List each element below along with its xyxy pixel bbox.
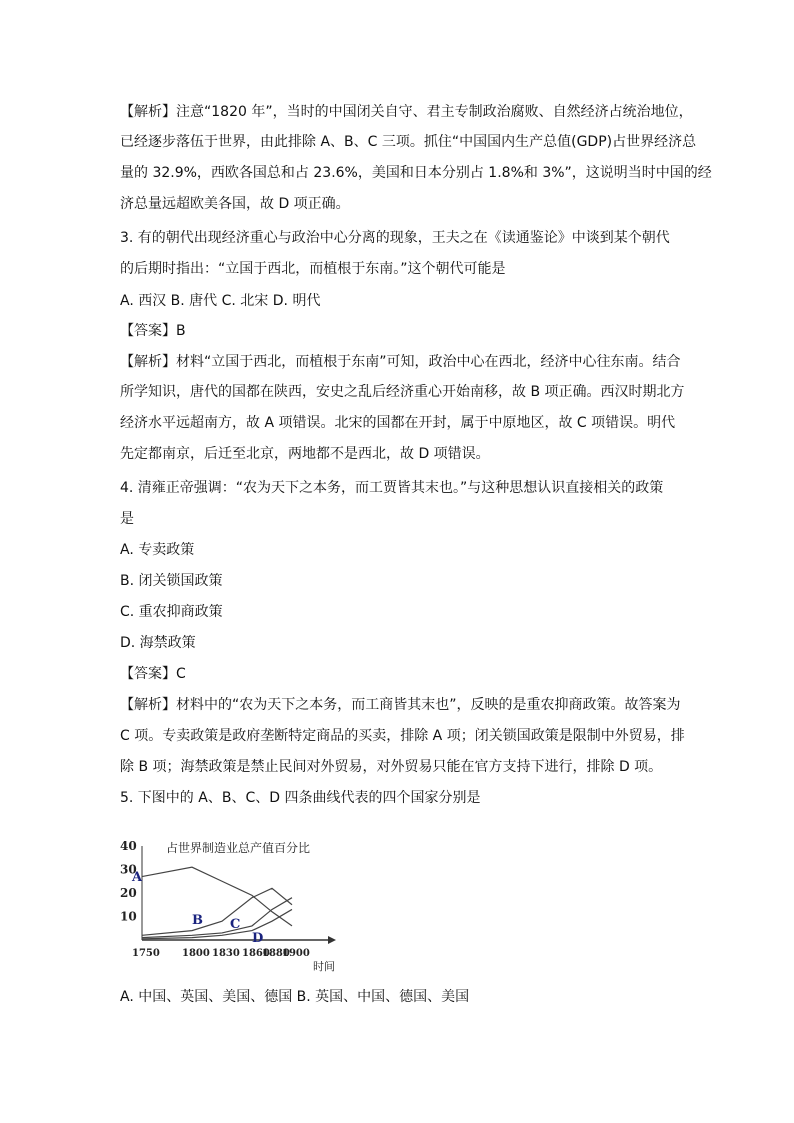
option-a: A. 专卖政策 <box>120 542 195 558</box>
text-line: 先定都南京，后迁至北京，两地都不是西北，故 D 项错误。 <box>120 446 490 462</box>
x-tick-label: 1860 <box>242 948 270 959</box>
x-axis-arrow <box>328 936 336 944</box>
question-3-stem: 3. 有的朝代出现经济重心与政治中心分离的现象，王夫之在《读通鉴论》中谈到某个朝代 <box>120 230 670 246</box>
question-5-stem: 5. 下图中的 A、B、C、D 四条曲线代表的四个国家分别是 <box>120 790 481 806</box>
x-tick-label: 1800 <box>182 948 210 959</box>
manufacturing-share-chart <box>120 836 350 976</box>
question-4-stem: 是 <box>120 511 134 527</box>
text-line: 除 B 项；海禁政策是禁止民间对外贸易，对外贸易只能在官方支持下进行，排除 D 项。 <box>120 759 663 775</box>
question-3-options: A. 西汉 B. 唐代 C. 北宋 D. 明代 <box>120 293 321 309</box>
text-line: 所学知识，唐代的国都在陕西，安史之乱后经济重心开始南移，故 B 项正确。西汉时期北方 <box>120 384 685 400</box>
chart-title: 占世界制造业总产值百分比 <box>166 841 311 855</box>
series-label-b: B <box>192 913 203 928</box>
y-tick-label: 10 <box>120 909 137 924</box>
x-tick-label: 1900 <box>282 948 310 959</box>
text-line: C 项。专卖政策是政府垄断特定商品的买卖，排除 A 项；闭关锁国政策是限制中外贸易，排 <box>120 728 685 744</box>
series-line-d <box>142 909 292 938</box>
y-tick-label: 40 <box>120 839 137 853</box>
option-b: B. 闭关锁国政策 <box>120 573 223 589</box>
text-line: 已经逐步落伍于世界，由此排除 A、B、C 三项。抓住“中国国内生产总值(GDP)占世界经济总 <box>120 134 697 150</box>
text-line: 【解析】材料中的“农为天下之本务，而工商皆其末也”，反映的是重农抑商政策。故答案为 <box>120 697 681 713</box>
question-5-options: A. 中国、英国、美国、德国 B. 英国、中国、德国、美国 <box>120 989 470 1005</box>
question-4-stem: 4. 清雍正帝强调：“农为天下之本务，而工贾皆其末也。”与这种思想认识直接相关的政策 <box>120 480 664 496</box>
text-line: 【解析】注意“1820 年”，当时的中国闭关自守、君主专制政治腐败、自然经济占统治地位， <box>120 104 693 120</box>
series-label-a: A <box>132 870 143 885</box>
series-line-c <box>142 898 292 938</box>
text-line: 济总量远超欧美各国，故 D 项正确。 <box>120 196 350 212</box>
question-3-stem: 的后期时指出：“立国于西北，而植根于东南。”这个朝代可能是 <box>120 261 506 277</box>
answer-label: 【答案】C <box>120 666 186 682</box>
x-tick-label: 1880 <box>262 948 290 959</box>
x-tick-label: 1750 <box>132 948 160 959</box>
series-label-c: C <box>230 917 241 932</box>
answer-label: 【答案】B <box>120 323 186 339</box>
text-line: 【解析】材料“立国于西北，而植根于东南”可知，政治中心在西北，经济中心往东南。结合 <box>120 354 681 370</box>
series-line-a <box>142 867 292 926</box>
x-tick-label: 1830 <box>212 948 240 959</box>
text-line: 经济水平远超南方，故 A 项错误。北宋的国都在开封，属于中原地区，故 C 项错误。明代 <box>120 415 676 431</box>
y-tick-label: 20 <box>120 886 137 900</box>
option-c: C. 重农抑商政策 <box>120 604 223 620</box>
x-axis-label: 时间 <box>313 960 335 973</box>
option-d: D. 海禁政策 <box>120 635 196 651</box>
series-label-d: D <box>252 931 264 946</box>
y-tick-label: 30 <box>120 862 137 877</box>
text-line: 量的 32.9%，西欧各国总和占 23.6%，美国和日本分别占 1.8%和 3%”，这说明当时中国的经 <box>120 165 712 181</box>
